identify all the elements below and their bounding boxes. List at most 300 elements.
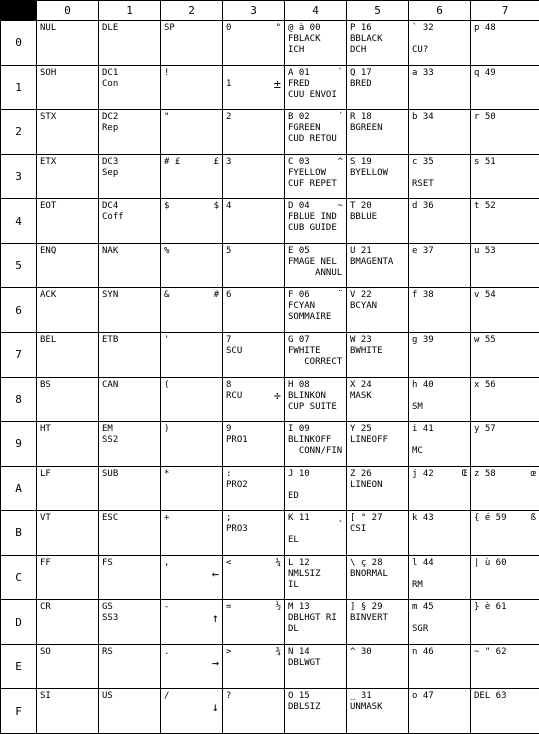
cell-line: CSI xyxy=(350,524,367,535)
cell-line: 8 xyxy=(226,379,232,390)
cell-accent-glyph: ° xyxy=(275,23,281,33)
cell-content xyxy=(347,199,408,241)
cell-content xyxy=(99,21,160,63)
cell-line: = xyxy=(226,602,232,613)
cell-content xyxy=(285,645,346,687)
cell-content xyxy=(347,244,408,286)
cell-line: d 36 xyxy=(412,201,434,212)
cell-line: CUU ENVOI xyxy=(288,89,337,100)
table-row xyxy=(1,422,539,467)
cell-line: VT xyxy=(40,513,51,524)
cell-content xyxy=(223,333,284,375)
table-cell xyxy=(347,377,409,422)
table-cell xyxy=(471,689,539,734)
cell-line: # £ xyxy=(164,156,181,167)
cell-line: MC xyxy=(412,446,423,457)
table-cell xyxy=(161,21,223,66)
column-header-5: 5 xyxy=(347,1,409,21)
cell-line: DC3 xyxy=(102,156,119,167)
cell-line: " xyxy=(164,112,170,123)
cell-content xyxy=(37,244,98,286)
table-cell xyxy=(409,466,471,511)
cell-content xyxy=(161,645,222,687)
cell-content xyxy=(471,422,539,464)
table-row xyxy=(1,154,539,199)
cell-line: DC1 xyxy=(102,67,119,78)
table-cell xyxy=(223,154,285,199)
row-header: E xyxy=(1,644,37,689)
cell-content xyxy=(347,110,408,152)
table-cell xyxy=(99,644,161,689)
cell-content xyxy=(471,333,539,375)
cell-content xyxy=(347,333,408,375)
cell-line: ] § 29 xyxy=(350,602,383,613)
table-cell xyxy=(409,332,471,377)
table-row xyxy=(1,199,539,244)
cell-line xyxy=(412,391,467,402)
table-cell xyxy=(347,644,409,689)
table-cell xyxy=(99,199,161,244)
cell-line: CUB GUIDE xyxy=(288,223,337,234)
cell-accent-glyph: Œ xyxy=(461,468,467,479)
cell-line: SI xyxy=(40,691,51,702)
cell-line: J 10 xyxy=(288,468,310,479)
cell-line: , xyxy=(164,557,170,568)
table-cell xyxy=(99,154,161,199)
cell-line: FRED xyxy=(288,78,310,89)
table-cell xyxy=(285,332,347,377)
table-cell xyxy=(37,377,99,422)
cell-line: 9 xyxy=(226,424,232,435)
cell-line: UNMASK xyxy=(350,702,383,713)
cell-line: ~ " 62 xyxy=(474,646,507,657)
cell-content xyxy=(161,333,222,375)
cell-line: BBLACK xyxy=(350,34,383,44)
cell-line: FS xyxy=(102,557,113,568)
table-cell xyxy=(99,555,161,600)
cell-content xyxy=(409,645,470,687)
cell-content xyxy=(471,600,539,642)
cell-line: X 24 xyxy=(350,379,372,390)
cell-content xyxy=(161,244,222,286)
cell-content xyxy=(99,199,160,241)
cell-line: SM xyxy=(412,401,423,412)
cell-accent-glyph: ß xyxy=(530,513,536,524)
cell-line: DBLSIZ xyxy=(288,702,321,713)
cell-accent-glyph: ½ xyxy=(275,602,281,613)
table-cell xyxy=(223,65,285,110)
row-header: F xyxy=(1,689,37,734)
cell-content xyxy=(409,689,470,731)
cell-line: BRED xyxy=(350,78,372,89)
table-cell xyxy=(37,288,99,333)
cell-content xyxy=(37,467,98,509)
table-cell xyxy=(99,332,161,377)
cell-line: ENQ xyxy=(40,245,57,256)
cell-line: W 23 xyxy=(350,334,372,345)
cell-line: SP xyxy=(164,23,175,33)
cell-line: U 21 xyxy=(350,245,372,256)
table-cell xyxy=(471,466,539,511)
table-cell xyxy=(409,65,471,110)
table-cell xyxy=(99,110,161,155)
table-cell xyxy=(161,555,223,600)
cell-line: ANNUL xyxy=(288,267,343,278)
cell-line: PRO2 xyxy=(226,479,248,490)
table-cell xyxy=(471,154,539,199)
cell-line: NMLSIZ xyxy=(288,568,321,579)
cell-line: % xyxy=(164,245,170,256)
cell-line: Z 26 xyxy=(350,468,372,479)
table-cell xyxy=(223,600,285,645)
cell-content xyxy=(285,333,346,375)
cell-line: t 52 xyxy=(474,201,496,212)
cell-line: 6 xyxy=(226,290,232,301)
column-header-3: 3 xyxy=(223,1,285,21)
cell-content xyxy=(285,378,346,420)
row-header: 3 xyxy=(1,154,37,199)
cell-line: LINEON xyxy=(350,479,383,490)
cell-content xyxy=(99,467,160,509)
cell-line: HT xyxy=(40,424,51,435)
table-cell xyxy=(161,377,223,422)
cell-content xyxy=(409,422,470,464)
cell-content xyxy=(161,21,222,63)
cell-content xyxy=(37,21,98,63)
cell-line: Y 25 xyxy=(350,424,372,435)
table-cell xyxy=(285,422,347,467)
cell-content xyxy=(471,155,539,197)
cell-accent-glyph: ¼ xyxy=(275,557,281,568)
cell-line xyxy=(226,68,281,79)
table-cell xyxy=(347,332,409,377)
table-cell xyxy=(471,110,539,155)
cell-line: p 48 xyxy=(474,23,496,33)
cell-content xyxy=(409,21,470,63)
cell-line: N 14 xyxy=(288,646,310,657)
cell-line xyxy=(412,569,467,580)
cell-line: r 50 xyxy=(474,112,496,123)
cell-content xyxy=(471,21,539,63)
cell-content xyxy=(99,66,160,108)
column-header-2: 2 xyxy=(161,1,223,21)
cell-line: CU? xyxy=(412,45,429,55)
table-cell xyxy=(37,555,99,600)
cell-line: SOH xyxy=(40,67,57,78)
cell-line: l 44 xyxy=(412,557,434,568)
table-cell xyxy=(409,243,471,288)
cell-content xyxy=(347,645,408,687)
table-cell xyxy=(471,511,539,556)
cell-line: v 54 xyxy=(474,290,496,301)
cell-line: ( xyxy=(164,379,170,390)
table-cell xyxy=(223,511,285,556)
cell-line: ETX xyxy=(40,156,57,167)
table-cell xyxy=(471,199,539,244)
table-cell xyxy=(285,110,347,155)
table-cell xyxy=(285,466,347,511)
cell-content xyxy=(285,422,346,464)
cell-line: FF xyxy=(40,557,51,568)
cell-content xyxy=(223,378,284,420)
cell-line: < xyxy=(226,557,232,568)
column-header-4: 4 xyxy=(285,1,347,21)
cell-content xyxy=(161,467,222,509)
table-cell xyxy=(347,466,409,511)
cell-content xyxy=(409,155,470,197)
table-cell xyxy=(223,332,285,377)
table-cell xyxy=(37,243,99,288)
row-header: C xyxy=(1,555,37,600)
cell-line: x 56 xyxy=(474,379,496,390)
cell-content xyxy=(471,199,539,241)
cell-line xyxy=(288,524,343,535)
table-cell xyxy=(471,332,539,377)
cell-line: L 12 xyxy=(288,557,310,568)
cell-line: ? xyxy=(226,691,232,702)
cell-line: ACK xyxy=(40,290,57,301)
row-header: 6 xyxy=(1,288,37,333)
cell-line: 7 xyxy=(226,334,232,345)
cell-content xyxy=(285,288,346,330)
table-body xyxy=(1,21,539,734)
cell-line: e 37 xyxy=(412,245,434,256)
cell-content xyxy=(347,288,408,330)
cell-line: ED xyxy=(288,490,299,501)
cell-line: { é 59 xyxy=(474,513,507,524)
cell-line: FMAGE NEL xyxy=(288,256,337,267)
table-row xyxy=(1,555,539,600)
cell-line: _ 31 xyxy=(350,691,372,702)
cell-line: I 09 xyxy=(288,424,310,435)
cell-content xyxy=(161,511,222,553)
table-cell xyxy=(285,511,347,556)
cell-line: PRO1 xyxy=(226,435,248,446)
cell-content xyxy=(409,288,470,330)
table-row xyxy=(1,288,539,333)
table-cell xyxy=(285,555,347,600)
cell-line: O 15 xyxy=(288,691,310,702)
cell-content xyxy=(223,110,284,152)
cell-line: o 47 xyxy=(412,691,434,702)
cell-content xyxy=(347,155,408,197)
cell-line: . xyxy=(164,646,170,657)
cell-content xyxy=(347,378,408,420)
cell-line: k 43 xyxy=(412,513,434,524)
cell-content xyxy=(161,66,222,108)
row-header: 0 xyxy=(1,21,37,66)
cell-line: b 34 xyxy=(412,112,434,123)
cell-content xyxy=(347,467,408,509)
table-cell xyxy=(471,65,539,110)
cell-content xyxy=(99,645,160,687)
cell-content xyxy=(471,66,539,108)
cell-line: ^ 30 xyxy=(350,646,372,657)
cell-line: DC4 xyxy=(102,201,119,212)
cell-line: FGREEN xyxy=(288,123,321,134)
cell-content xyxy=(347,422,408,464)
cell-line: P 16 xyxy=(350,23,372,33)
table-cell xyxy=(161,466,223,511)
cell-line: RSET xyxy=(412,178,434,189)
table-cell xyxy=(285,243,347,288)
cell-line: ESC xyxy=(102,513,119,524)
column-header-7: 7 xyxy=(471,1,539,21)
cell-line: ' xyxy=(164,334,170,345)
table-row xyxy=(1,110,539,155)
table-cell xyxy=(37,154,99,199)
cell-line: CONN/FIN xyxy=(288,446,343,457)
cell-line: BEL xyxy=(40,334,57,345)
table-row xyxy=(1,689,539,734)
cell-line: - xyxy=(164,602,170,613)
table-cell xyxy=(471,377,539,422)
row-header: 9 xyxy=(1,422,37,467)
table-cell xyxy=(37,689,99,734)
row-header: 2 xyxy=(1,110,37,155)
cell-line: \ ç 28 xyxy=(350,557,383,568)
cell-content xyxy=(37,333,98,375)
table-cell xyxy=(99,689,161,734)
table-cell xyxy=(471,555,539,600)
cell-content xyxy=(37,378,98,420)
cell-content xyxy=(285,511,346,553)
cell-content xyxy=(99,333,160,375)
cell-line: z 58 xyxy=(474,468,496,479)
cell-line: F 06 xyxy=(288,290,310,301)
cell-line: G 07 xyxy=(288,334,310,345)
cell-line: DLE xyxy=(102,23,119,33)
cell-content xyxy=(409,467,470,509)
cell-line: 3 xyxy=(226,156,232,167)
cell-line: A 01 xyxy=(288,67,310,78)
cell-content xyxy=(37,422,98,464)
table-cell xyxy=(409,199,471,244)
cell-line: SYN xyxy=(102,290,119,301)
cell-content xyxy=(409,378,470,420)
table-cell xyxy=(471,644,539,689)
cell-line: B 02 xyxy=(288,112,310,123)
cell-content xyxy=(471,689,539,731)
cell-line: DL xyxy=(288,624,299,635)
cell-line: | ù 60 xyxy=(474,557,507,568)
cell-content xyxy=(161,422,222,464)
cell-line: 2 xyxy=(226,112,232,123)
table-cell xyxy=(99,377,161,422)
cell-content xyxy=(99,689,160,731)
cell-content xyxy=(99,556,160,598)
row-header: A xyxy=(1,466,37,511)
cell-content xyxy=(409,600,470,642)
cell-content xyxy=(37,511,98,553)
table-cell xyxy=(471,288,539,333)
cell-content xyxy=(471,645,539,687)
table-cell xyxy=(223,689,285,734)
table-cell xyxy=(161,65,223,110)
table-row xyxy=(1,65,539,110)
cell-content xyxy=(37,199,98,241)
cell-content xyxy=(347,689,408,731)
cell-line: [ ° 27 xyxy=(350,513,383,524)
table-cell xyxy=(99,422,161,467)
table-cell xyxy=(223,644,285,689)
table-cell xyxy=(285,65,347,110)
cell-content xyxy=(409,511,470,553)
cell-content xyxy=(99,511,160,553)
cell-content xyxy=(99,600,160,642)
table-cell xyxy=(285,154,347,199)
cell-line: 5 xyxy=(226,245,232,256)
cell-content xyxy=(471,288,539,330)
table-cell xyxy=(99,600,161,645)
cell-line: CUF REPET xyxy=(288,178,337,189)
cell-line: V 22 xyxy=(350,290,372,301)
table-cell xyxy=(285,377,347,422)
cell-line: 1 xyxy=(226,78,232,89)
cell-line: c 35 xyxy=(412,156,434,167)
cell-line xyxy=(412,168,467,179)
cell-accent-glyph: ^ xyxy=(337,156,343,167)
table-cell xyxy=(161,288,223,333)
table-cell xyxy=(347,288,409,333)
cell-content xyxy=(223,66,284,108)
table-cell xyxy=(347,422,409,467)
cell-content xyxy=(223,288,284,330)
row-header: D xyxy=(1,600,37,645)
cell-content xyxy=(409,244,470,286)
row-header: 8 xyxy=(1,377,37,422)
cell-line: ETB xyxy=(102,334,119,345)
table-row xyxy=(1,21,539,66)
cell-line: BWHITE xyxy=(350,345,383,356)
table-cell xyxy=(285,288,347,333)
table-cell xyxy=(37,21,99,66)
cell-line: w 55 xyxy=(474,334,496,345)
cell-line: Coff xyxy=(102,212,124,223)
table-cell xyxy=(223,199,285,244)
cell-accent-glyph: $ xyxy=(213,201,219,212)
cell-content xyxy=(285,155,346,197)
cell-line: M 13 xyxy=(288,602,310,613)
cell-line: DBLWGT xyxy=(288,657,321,668)
column-header-1: 1 xyxy=(99,1,161,21)
table-cell xyxy=(223,466,285,511)
table-cell xyxy=(37,65,99,110)
cell-line: RCU xyxy=(226,390,243,401)
cell-line: * xyxy=(164,468,170,479)
table-cell xyxy=(409,644,471,689)
cell-line: a 33 xyxy=(412,67,434,78)
cell-line: CORRECT xyxy=(288,356,343,367)
cell-line: STX xyxy=(40,112,57,123)
table-cell xyxy=(347,21,409,66)
cell-line: MASK xyxy=(350,390,372,401)
cell-line: g 39 xyxy=(412,334,434,345)
cell-line: SOMMAIRE xyxy=(288,312,332,323)
table-cell xyxy=(347,689,409,734)
cell-content xyxy=(285,199,346,241)
table-cell xyxy=(161,154,223,199)
cell-content xyxy=(347,600,408,642)
cell-line: i 41 xyxy=(412,424,434,435)
table-cell xyxy=(161,199,223,244)
cell-line: NUL xyxy=(40,23,57,33)
cell-line: FWHITE xyxy=(288,345,321,356)
cell-line: DCH xyxy=(350,45,367,55)
cell-content xyxy=(37,600,98,642)
cell-line: SUB xyxy=(102,468,119,479)
cell-line: BCYAN xyxy=(350,301,378,312)
